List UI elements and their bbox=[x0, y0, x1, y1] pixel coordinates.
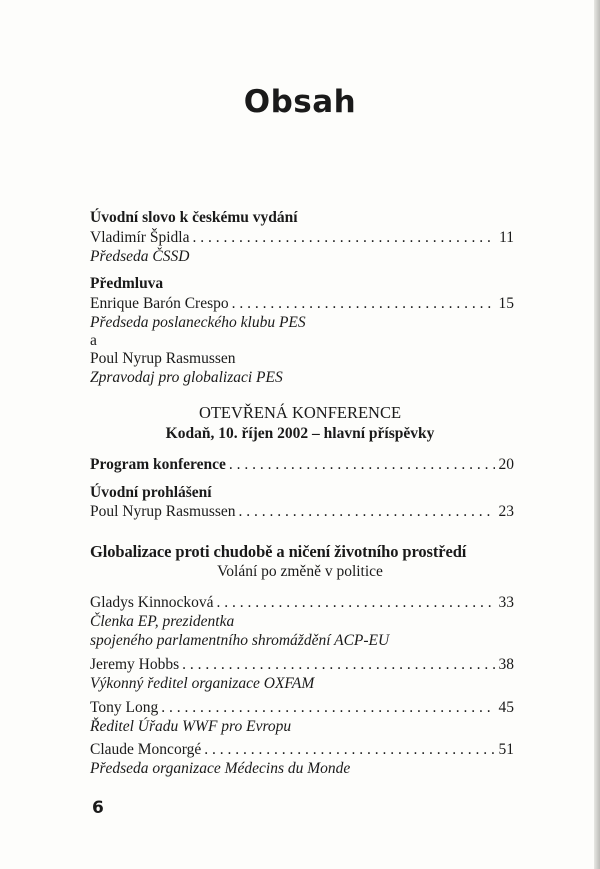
leader-dots bbox=[229, 455, 495, 474]
section-heading: Úvodní slovo k českému vydání bbox=[90, 209, 298, 226]
section-heading: OTEVŘENÁ KONFERENCE bbox=[198, 403, 402, 422]
toc-role: Výkonný ředitel organizace OXFAM bbox=[90, 675, 315, 692]
toc-author: Tony Long bbox=[90, 699, 159, 716]
toc-entry[interactable] bbox=[90, 740, 514, 759]
toc-page: 33 bbox=[498, 594, 514, 611]
toc-page: 38 bbox=[498, 656, 514, 673]
toc-page: 15 bbox=[498, 295, 514, 312]
leader-dots bbox=[204, 740, 494, 759]
leader-dots bbox=[217, 593, 495, 612]
section-heading: Předmluva bbox=[90, 275, 164, 292]
toc-author: Jeremy Hobbs bbox=[90, 656, 180, 673]
toc-role: Předseda ČSSD bbox=[90, 248, 190, 265]
page-number: 6 bbox=[92, 798, 104, 818]
leader-dots bbox=[182, 655, 494, 674]
section-heading: Úvodní prohlášení bbox=[90, 484, 212, 501]
toc-page: 23 bbox=[498, 503, 514, 520]
toc-entry[interactable] bbox=[90, 502, 514, 521]
toc-role: Předseda poslaneckého klubu PES bbox=[90, 314, 306, 331]
toc-entry[interactable] bbox=[90, 455, 514, 474]
toc-author: Vladimír Špidla bbox=[90, 229, 190, 246]
section-subheading: Volání po změně v politice bbox=[217, 563, 383, 580]
toc-entry[interactable] bbox=[90, 228, 514, 247]
toc-entry[interactable] bbox=[90, 593, 514, 612]
toc-page: 20 bbox=[498, 456, 514, 473]
toc-role: Zpravodaj pro globalizaci PES bbox=[90, 369, 283, 386]
toc-role: Předseda organizace Médecins du Monde bbox=[90, 760, 351, 777]
toc-page: 11 bbox=[499, 229, 514, 246]
toc-title: Program konference bbox=[90, 456, 226, 473]
toc-author: Poul Nyrup Rasmussen bbox=[90, 350, 236, 367]
toc-entry[interactable] bbox=[90, 655, 514, 674]
toc-page: 51 bbox=[498, 741, 514, 758]
leader-dots bbox=[239, 502, 495, 521]
toc-page: 45 bbox=[498, 699, 514, 716]
section-heading: Globalizace proti chudobě a ničení životního prostředí bbox=[90, 542, 467, 561]
toc-role: Ředitel Úřadu WWF pro Evropu bbox=[90, 718, 292, 735]
toc-author: Poul Nyrup Rasmussen bbox=[90, 503, 236, 520]
section-subheading: Kodaň, 10. říjen 2002 – hlavní příspěvky bbox=[165, 425, 435, 442]
page-edge bbox=[594, 0, 600, 869]
toc-role: Členka EP, prezidentka bbox=[90, 613, 235, 630]
toc-author: Claude Moncorgé bbox=[90, 741, 202, 758]
page-title: Obsah bbox=[243, 84, 357, 120]
toc-author: Enrique Barón Crespo bbox=[90, 295, 229, 312]
toc-role: spojeného parlamentního shromáždění ACP-EU bbox=[90, 632, 390, 649]
leader-dots bbox=[161, 698, 494, 717]
toc-entry[interactable] bbox=[90, 294, 514, 313]
conjunction: a bbox=[90, 332, 97, 349]
leader-dots bbox=[192, 228, 495, 247]
toc-author: Gladys Kinnocková bbox=[90, 594, 214, 611]
leader-dots bbox=[232, 294, 495, 313]
toc-entry[interactable] bbox=[90, 698, 514, 717]
